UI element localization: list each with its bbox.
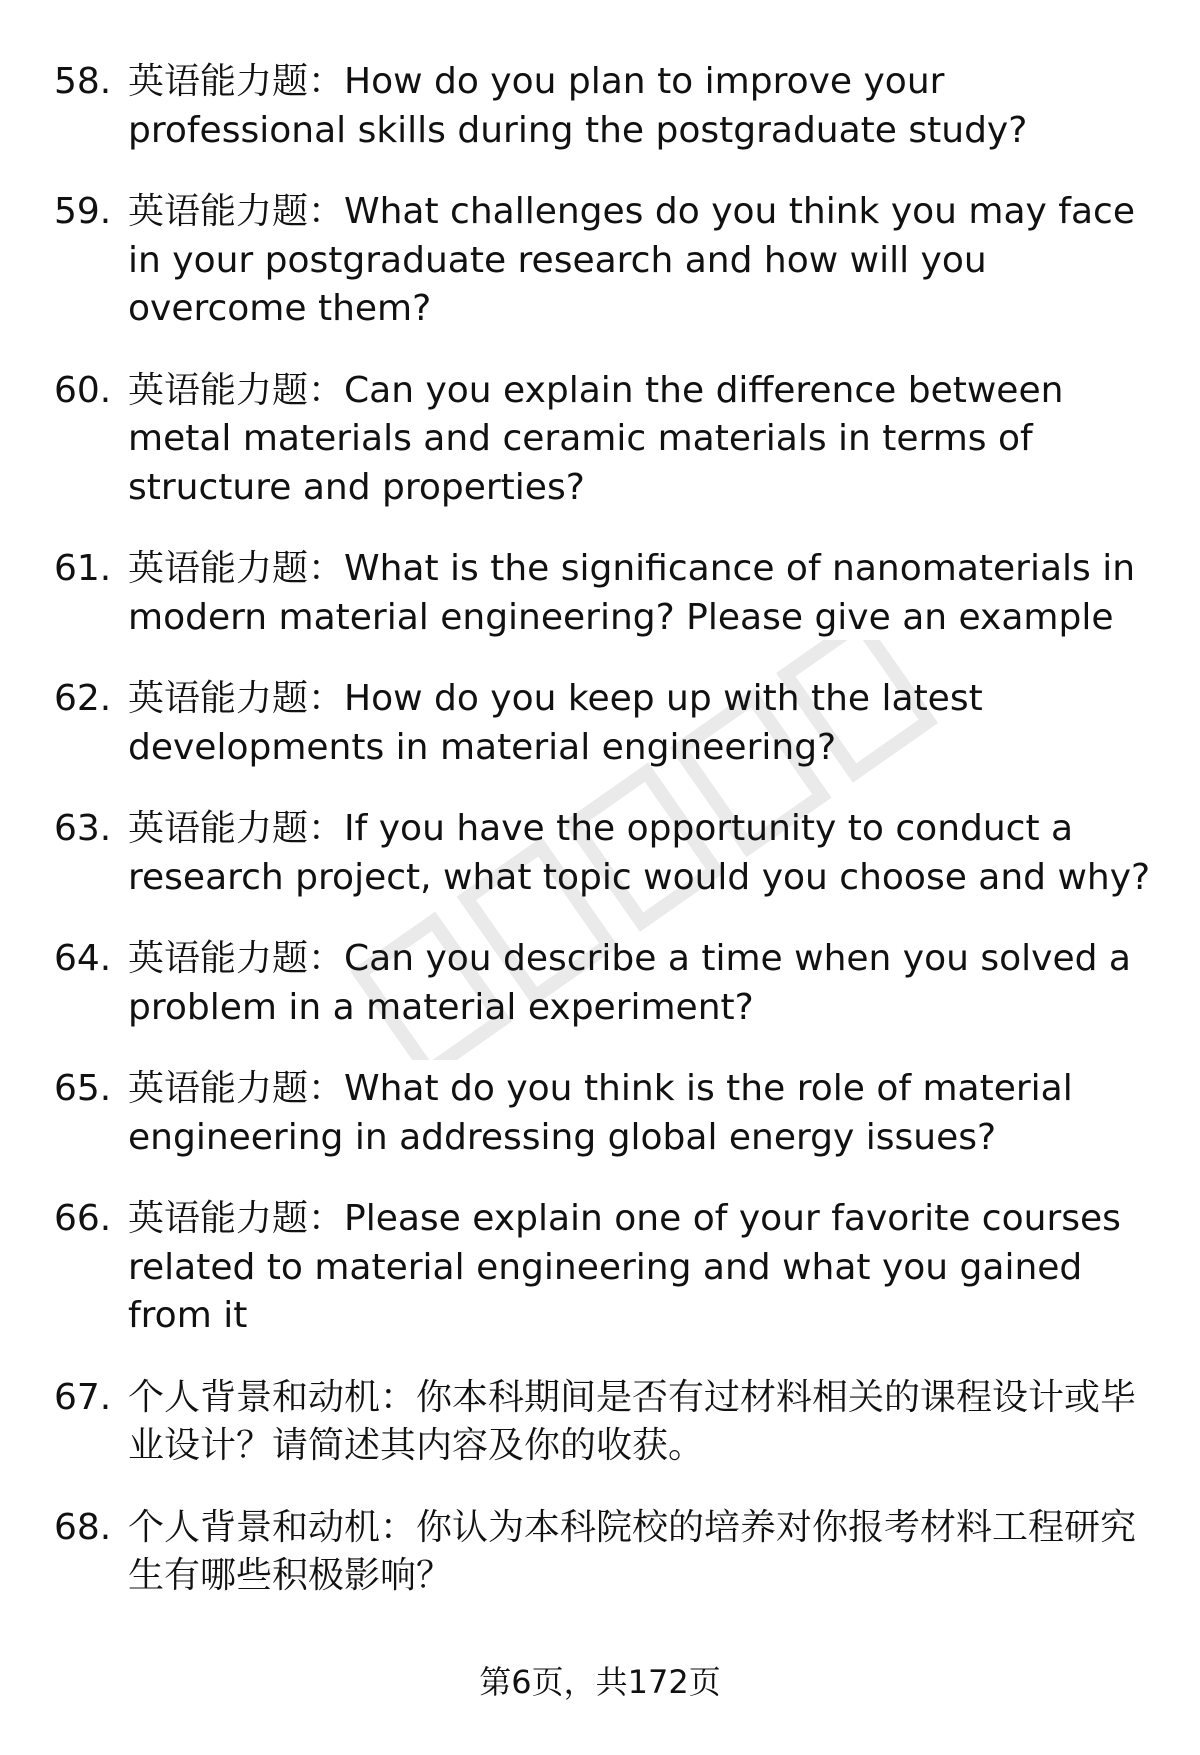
question-item [0,58,1200,155]
question-text: 英语能力题：Can you describe a time when you solved a problem in a material experiment? [128,938,1131,1028]
question-text: 个人背景和动机：你认为本科院校的培养对你报考材料工程研究生有哪些积极影响？ [128,1506,1137,1596]
question-text: 英语能力题：What challenges do you think you may face in your postgraduate research and how will you overcome them? [128,191,1135,329]
page-footer: 第6页，共172页 [479,1663,721,1701]
question-number: 63. [54,808,112,849]
question-item [0,545,1200,642]
question-text: 英语能力题：What is the significance of nanomaterials in modern material engineering? Please give an example [128,548,1136,638]
question-number: 62. [54,678,112,719]
question-number: 64. [54,938,112,979]
question-number: 59. [54,191,112,232]
question-text: 英语能力题：If you have the opportunity to conduct a research project, what topic would you choose and why? [128,808,1151,898]
question-text: 个人背景和动机：你本科期间是否有过材料相关的课程设计或毕业设计？请简述其内容及你的收获。 [128,1376,1137,1466]
question-item [0,1195,1200,1341]
question-number: 67. [54,1376,112,1418]
question-item [0,1374,1200,1471]
question-item [0,1065,1200,1162]
question-text: 英语能力题：Please explain one of your favorite courses related to material engineering and what you gained from it [128,1198,1121,1336]
question-item [0,1504,1200,1601]
question-text: 英语能力题：How do you plan to improve your professional skills during the postgraduate study? [128,61,1028,151]
question-number: 61. [54,548,112,589]
question-item [0,675,1200,772]
question-item [0,935,1200,1032]
question-number: 60. [54,369,112,411]
question-item [0,805,1200,902]
question-item [0,367,1200,513]
question-item [0,188,1200,334]
question-list [0,58,1200,1634]
question-text: 英语能力题：What do you think is the role of material engineering in addressing global energy issues? [128,1068,1073,1158]
question-number: 65. [54,1068,112,1109]
question-number: 68. [54,1506,112,1548]
question-text: 英语能力题：Can you explain the difference between metal materials and ceramic materials in terms of structure and properties? [128,369,1064,508]
question-text: 英语能力题：How do you keep up with the latest developments in material engineering? [128,678,983,768]
question-number: 58. [54,61,112,102]
question-number: 66. [54,1198,112,1239]
